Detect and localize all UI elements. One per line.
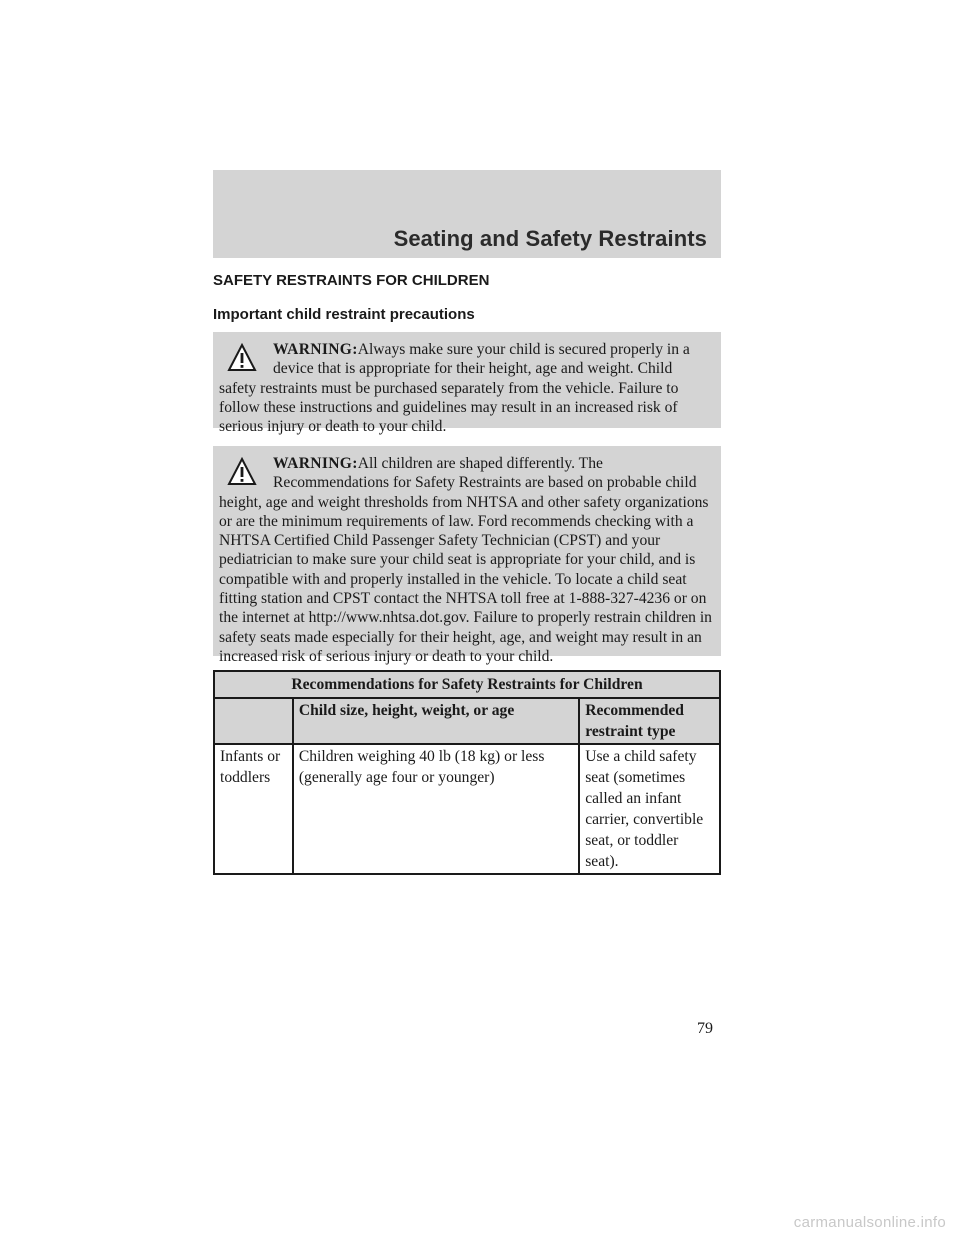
warning-box-1 <box>213 332 721 436</box>
header-banner <box>213 170 721 258</box>
section-title: SAFETY RESTRAINTS FOR CHILDREN <box>213 272 490 289</box>
table-header-cell <box>214 698 293 744</box>
table-caption-row <box>214 671 720 698</box>
warning-label: WARNING: <box>273 455 358 472</box>
warning-text: All children are shaped differently. The Recommendations for Safety Restraints are based on probable child height, age and weight thresholds from NHTSA and other safety organizations or are the minimum requirements of law. Ford recommends checking with a NHTSA Certified Child Passenger Safety Technician (CPST) and your pediatrician to make sure your child seat is appropriate for your child, and is compatible with and properly installed in the vehicle. To locate a child seat fitting station and CPST contact the NHTSA toll free at 1-888-327-4236 or on the internet at http://www.nhtsa.dot.gov. Failure to properly restrain children in safety seats made especially for their height, age, and weight may result in an increased risk of serious injury or death to your child. <box>219 455 712 665</box>
table-cell: Infants or toddlers <box>214 744 293 874</box>
table-header-row <box>214 698 720 744</box>
table-header-cell: Recommended restraint type <box>579 698 720 744</box>
sub-title: Important child restraint precautions <box>213 306 475 323</box>
table-cell: Use a child safety seat (sometimes called an infant carrier, convertible seat, or toddler seat). <box>579 744 720 874</box>
page-header-title: Seating and Safety Restraints <box>393 226 707 251</box>
recommendations-table <box>213 670 721 875</box>
table-header-cell: Child size, height, weight, or age <box>293 698 579 744</box>
warning-icon <box>227 343 257 373</box>
watermark: carmanualsonline.info <box>793 1214 946 1231</box>
warning-label: WARNING: <box>273 341 358 358</box>
table-row <box>214 744 720 874</box>
table-caption: Recommendations for Safety Restraints for Children <box>214 671 720 698</box>
warning-text: Always make sure your child is secured properly in a device that is appropriate for their height, age and weight. Child safety restraints must be purchased separately from the vehicle. Failure to follow these instructions and guidelines may result in an increased risk of serious injury or death to your child. <box>219 341 690 436</box>
warning-box-2 <box>213 446 721 665</box>
warning-icon <box>227 457 257 487</box>
table-cell: Children weighing 40 lb (18 kg) or less (generally age four or younger) <box>293 744 579 874</box>
page-number: 79 <box>697 1020 713 1037</box>
